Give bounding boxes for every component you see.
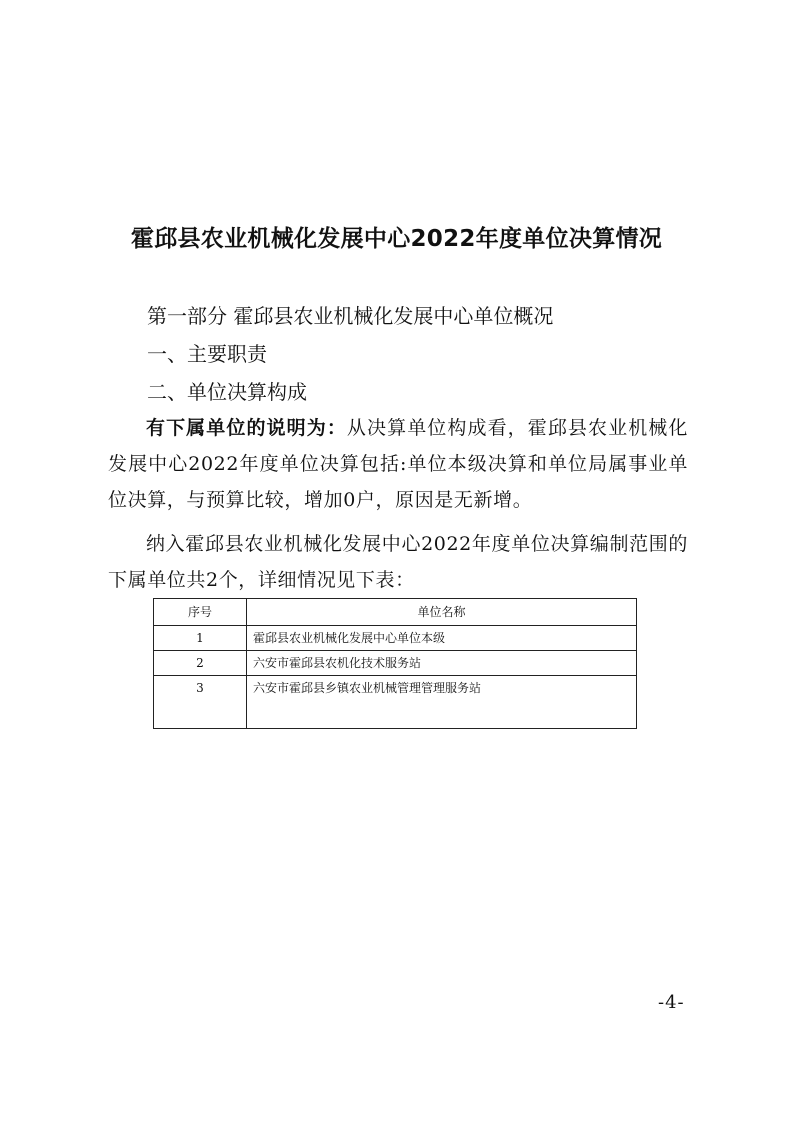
section-heading-composition: 二、单位决算构成 [147, 380, 307, 404]
row-number: 3 [154, 676, 247, 729]
paragraph-lead: 有下属单位的说明为： [146, 417, 347, 439]
table-row [154, 651, 637, 676]
unit-name: 六安市霍邱县乡镇农业机械管理管理服务站 [247, 676, 637, 729]
subordinate-units-paragraph [108, 410, 688, 518]
part-heading: 第一部分 霍邱县农业机械化发展中心单位概况 [147, 304, 554, 328]
row-number: 1 [154, 626, 247, 651]
scope-paragraph: 纳入霍邱县农业机械化发展中心2022年度单位决算编制范围的下属单位共2个，详细情况见下表： [108, 533, 688, 591]
row-number: 2 [154, 651, 247, 676]
table-row [154, 676, 637, 729]
section-heading-duties: 一、主要职责 [147, 342, 267, 366]
subordinate-units-table [153, 598, 637, 729]
paragraph-body: 从决算单位构成看，霍邱县农业机械化发展中心2022年度单位决算包括:单位本级决算和单位局属事业单位决算，与预算比较，增加0户，原因是无新增。 [108, 417, 688, 511]
column-header-no: 序号 [154, 599, 247, 626]
unit-name: 六安市霍邱县农机化技术服务站 [247, 651, 637, 676]
unit-name: 霍邱县农业机械化发展中心单位本级 [247, 626, 637, 651]
table-header-row [154, 599, 637, 626]
table-row [154, 626, 637, 651]
document-title: 霍邱县农业机械化发展中心2022年度单位决算情况 [130, 226, 663, 252]
page-number: -4- [658, 992, 685, 1013]
column-header-unit-name: 单位名称 [247, 599, 637, 626]
